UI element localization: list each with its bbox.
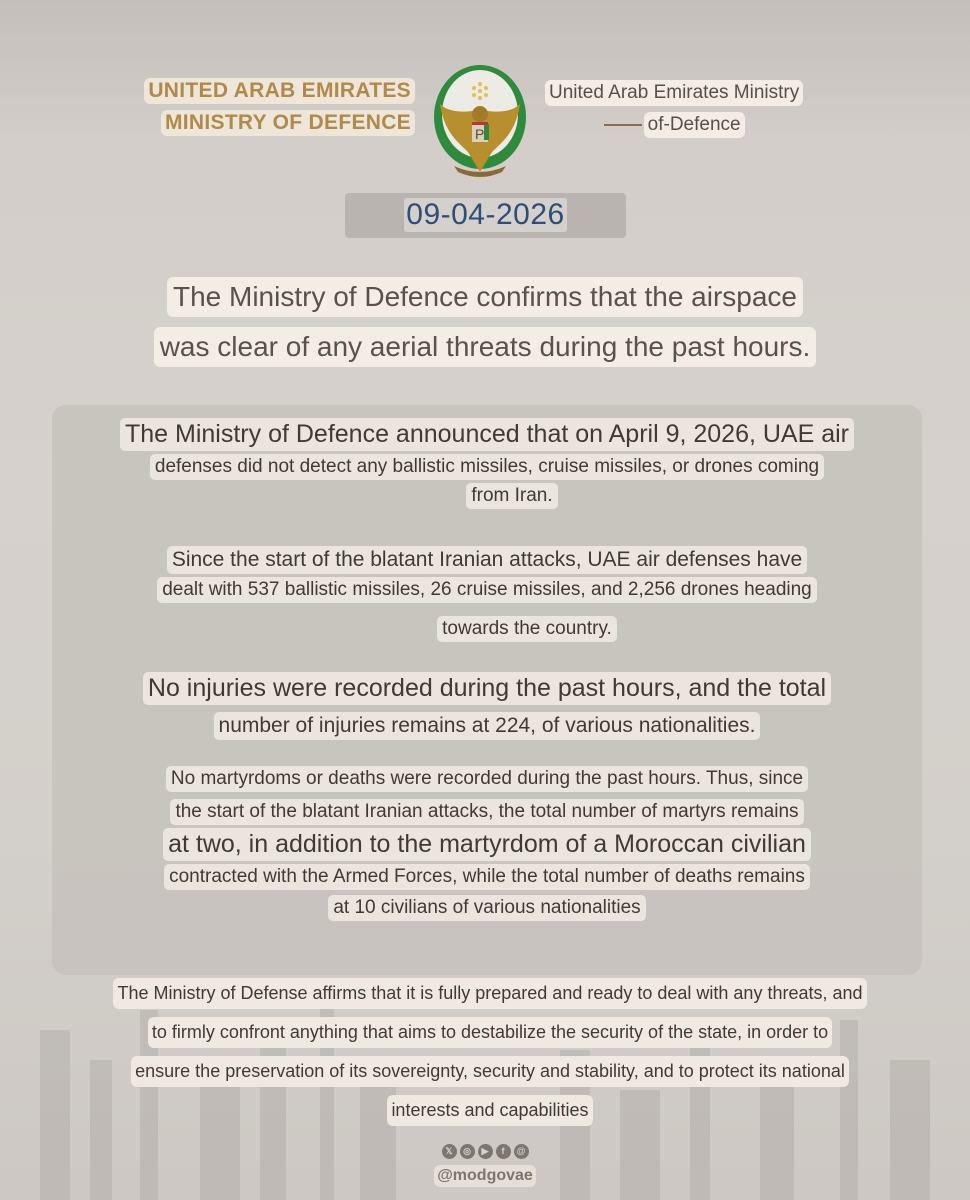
- facebook-icon[interactable]: f: [496, 1144, 511, 1159]
- closing-line: The Ministry of Defense affirms that it is fully prepared and ready to deal with any threats, and: [113, 978, 866, 1009]
- alt-title-line-2: of-Defence: [644, 112, 745, 138]
- paragraph-line: dealt with 537 ballistic missiles, 26 cruise missiles, and 2,256 drones heading: [157, 577, 817, 603]
- title-line-2: MINISTRY OF DEFENCE: [161, 110, 415, 136]
- date-badge: [345, 193, 626, 238]
- paragraph-line: Since the start of the blatant Iranian attacks, UAE air defenses have: [167, 546, 807, 574]
- closing-line: ensure the preservation of its sovereignty, security and stability, and to protect its national: [131, 1056, 849, 1087]
- closing-statement: [70, 978, 910, 1134]
- instagram-icon[interactable]: ◎: [460, 1144, 475, 1159]
- ministry-title-en: [144, 78, 415, 142]
- paragraph-line: No martyrdoms or deaths were recorded during the past hours. Thus, since: [166, 766, 808, 792]
- ministry-title-alt: [545, 80, 803, 138]
- closing-line: to firmly confront anything that aims to destabilize the security of the state, in order to: [148, 1017, 832, 1048]
- paragraph-line: at 10 civilians of various nationalities: [328, 895, 645, 921]
- paragraph-line: defenses did not detect any ballistic missiles, cruise missiles, or drones coming: [150, 454, 824, 480]
- paragraph-injuries: [52, 672, 922, 743]
- paragraph-line: towards the country.: [437, 616, 617, 642]
- paragraph-line: from Iran.: [466, 483, 557, 509]
- paragraph-line: contracted with the Armed Forces, while the total number of deaths remains: [164, 864, 810, 890]
- dash-divider: [604, 124, 642, 126]
- headline-line: was clear of any aerial threats during the past hours.: [154, 327, 817, 367]
- social-icons: [0, 1144, 970, 1159]
- paragraph-air-defense-today: [52, 418, 922, 512]
- paragraph-line: The Ministry of Defence announced that on April 9, 2026, UAE air: [120, 418, 854, 451]
- youtube-icon[interactable]: ▶: [478, 1144, 493, 1159]
- threads-icon[interactable]: @: [514, 1144, 529, 1159]
- headline: [0, 277, 970, 377]
- ministry-emblem-icon: [428, 62, 532, 180]
- closing-line: interests and capabilities: [387, 1095, 592, 1126]
- paragraph-line: the start of the blatant Iranian attacks, the total number of martyrs remains: [170, 799, 803, 825]
- paragraph-line: at two, in addition to the martyrdom of a Moroccan civilian: [163, 828, 811, 861]
- alt-title-line-1: United Arab Emirates Ministry: [545, 80, 803, 106]
- paragraph-martyrs-deaths: [52, 766, 922, 924]
- paragraph-cumulative-interceptions: [52, 546, 922, 645]
- paragraph-line: number of injuries remains at 224, of various nationalities.: [214, 712, 761, 740]
- paragraph-line: No injuries were recorded during the past hours, and the total: [143, 672, 831, 705]
- title-line-1: UNITED ARAB EMIRATES: [144, 78, 415, 104]
- svg-text:P: P: [475, 126, 485, 142]
- social-handle: [0, 1165, 970, 1187]
- headline-line: The Ministry of Defence confirms that the airspace: [167, 277, 803, 317]
- x-icon[interactable]: 𝕏: [442, 1144, 457, 1159]
- date-text: 09-04-2026: [406, 198, 565, 231]
- handle-text: @modgovae: [434, 1165, 536, 1187]
